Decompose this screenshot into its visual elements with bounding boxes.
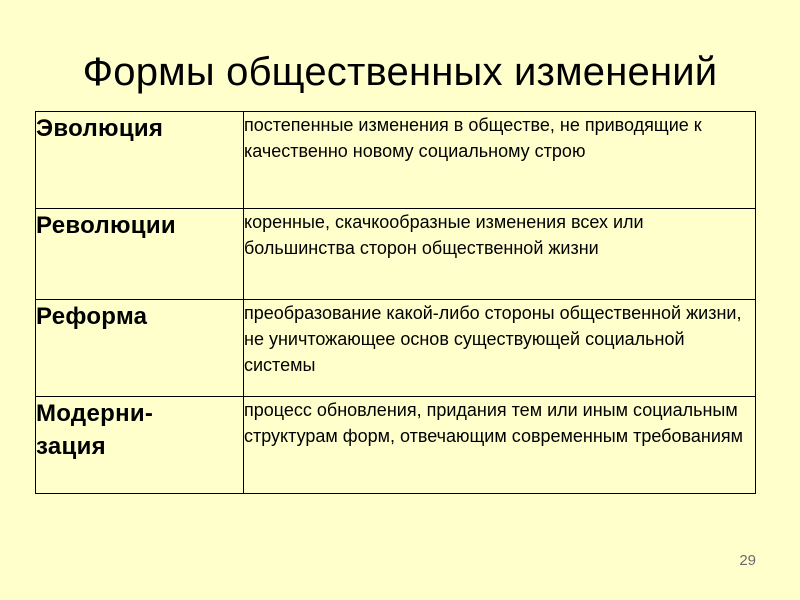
definition-cell-evolution	[244, 112, 756, 209]
term-label: Революции	[36, 212, 176, 239]
term-cell-reform	[36, 300, 244, 397]
table-row-reform	[36, 300, 756, 397]
term-label-line-1: Модерни-	[36, 400, 154, 427]
definition-cell-revolution	[244, 209, 756, 300]
definition-cell-reform	[244, 300, 756, 397]
definition-text: преобразование какой-либо стороны общественной жизни, не уничтожающее основ существующей социальной системы	[244, 303, 742, 375]
term-cell-modernization	[36, 397, 244, 494]
term-label-line-2: зация	[36, 433, 106, 460]
definition-text: процесс обновления, придания тем или иным социальным структурам форм, отвечающим современным требованиям	[244, 400, 743, 446]
term-label: Реформа	[36, 303, 148, 330]
table-row-modernization	[36, 397, 756, 494]
term-cell-revolution	[36, 209, 244, 300]
slide-title: Формы общественных изменений	[82, 50, 718, 94]
term-label: Эволюция	[36, 115, 164, 142]
term-cell-evolution	[36, 112, 244, 209]
definition-text: постепенные изменения в обществе, не приводящие к качественно новому социальному строю	[244, 115, 702, 161]
table-row-revolution	[36, 209, 756, 300]
table-row-evolution	[36, 112, 756, 209]
definition-text: коренные, скачкообразные изменения всех или большинства сторон общественной жизни	[244, 212, 644, 258]
definition-cell-modernization	[244, 397, 756, 494]
forms-table	[35, 111, 756, 494]
page-number: 29	[739, 552, 756, 569]
